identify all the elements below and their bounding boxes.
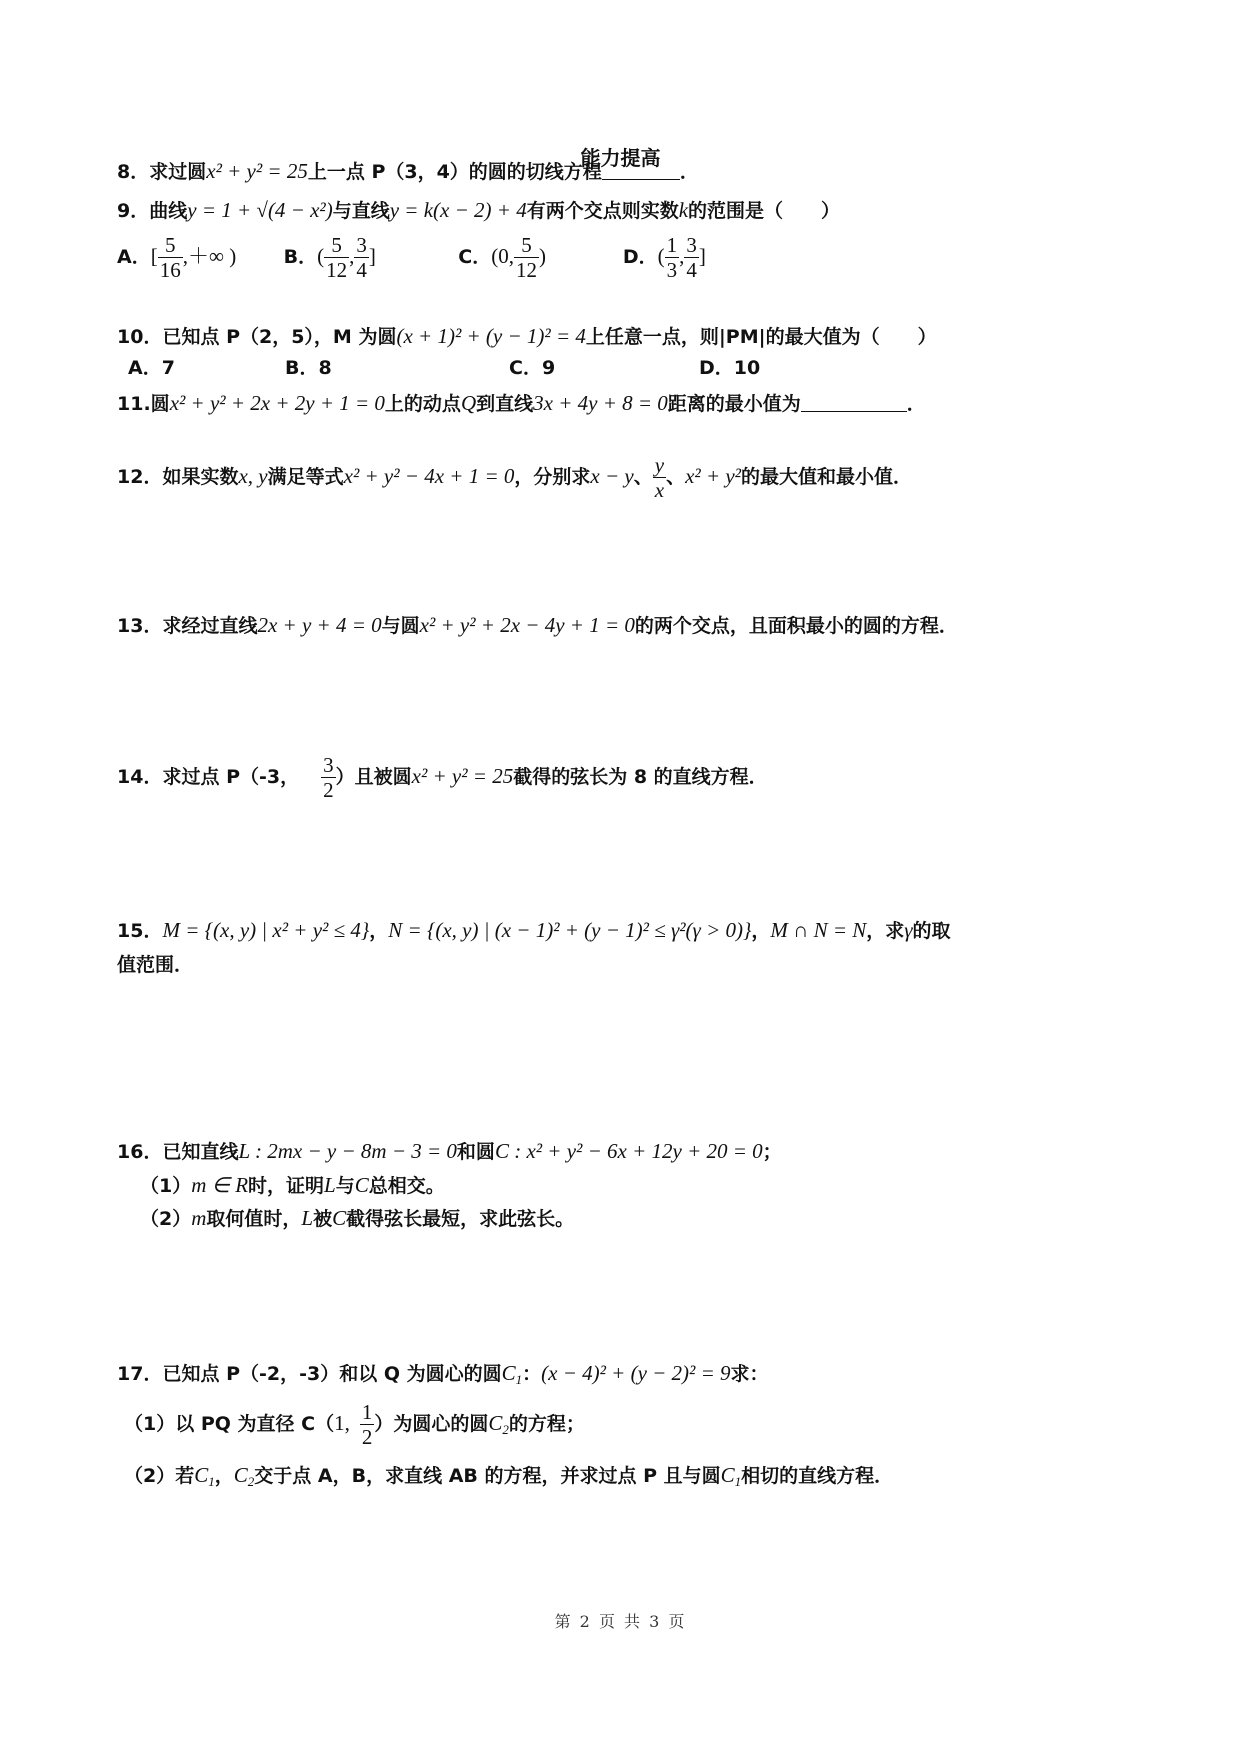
- problem-text: 已知点 P（-2，-3）和以 Q 为圆心的圆: [162, 1363, 502, 1385]
- problem-text: 相切的直线方程．: [741, 1465, 894, 1487]
- problem-number: 8．: [117, 161, 150, 183]
- option-b[interactable]: B．8: [285, 357, 332, 379]
- problem-text: 求经过直线: [162, 615, 258, 637]
- problem-text: 求过圆: [149, 161, 207, 183]
- symbol: C: [720, 1463, 735, 1487]
- denominator: x: [654, 478, 665, 502]
- problem-text: 上一点 P（3，4）的圆的切线方程: [307, 161, 602, 183]
- problem-number: 13．: [117, 615, 163, 637]
- denominator: 12: [326, 258, 348, 282]
- var-l: L: [301, 1206, 314, 1230]
- punctuation: ：: [522, 1363, 542, 1385]
- problem-text: 与: [335, 1175, 355, 1197]
- option-label: D．: [622, 246, 658, 268]
- problem-number: 14．: [117, 766, 163, 788]
- option-c[interactable]: [458, 232, 616, 282]
- problem-text: 取何值时，: [206, 1208, 302, 1230]
- problem-text: （2）若: [124, 1465, 195, 1487]
- problem-text: （1）以 PQ 为直径 C（: [124, 1413, 335, 1435]
- problem-text: 已知点 P（2，5），M 为圆: [162, 326, 397, 348]
- option-b[interactable]: B．( $\frac{5}{12}$ , $\frac{3}{4}$ ]: [283, 233, 376, 282]
- bracket: (: [657, 244, 665, 268]
- problem-text: 如果实数: [162, 466, 239, 488]
- bracket: (0,: [491, 244, 514, 268]
- problem-text: 和圆: [456, 1141, 495, 1163]
- var-c: C: [354, 1173, 369, 1197]
- fraction: [360, 1400, 375, 1449]
- problem-17-part-1: [124, 1395, 1151, 1458]
- option-a[interactable]: [117, 232, 277, 282]
- numerator: 5: [324, 233, 349, 258]
- problem-text: 求：: [730, 1363, 769, 1385]
- problem-text: 满足等式: [267, 466, 344, 488]
- problem-text: 的方程；: [508, 1413, 585, 1435]
- problem-text: 交于点 A，B，求直线 AB 的方程，并求过点 P 且与圆: [254, 1465, 721, 1487]
- fraction: [354, 233, 369, 282]
- circle-equation: x² + y² = 25: [411, 764, 514, 788]
- var-m: m: [191, 1206, 207, 1230]
- circle-c2: [488, 1411, 509, 1435]
- punctuation: ；: [762, 1141, 782, 1163]
- subscript: 2: [502, 1422, 509, 1437]
- problem-number: 12．: [117, 466, 163, 488]
- problem-text: 距离的最小值为: [667, 393, 801, 415]
- variables: x, y: [238, 464, 268, 488]
- problem-text: 的范围是（ ）: [688, 200, 841, 222]
- punctuation: ．: [679, 161, 699, 183]
- subscript: 1: [734, 1474, 742, 1489]
- problem-text: 已知直线: [162, 1141, 239, 1163]
- numerator: 5: [158, 233, 183, 258]
- problem-number: 10．: [117, 326, 163, 348]
- subscript: 2: [247, 1474, 255, 1489]
- problem-15: [117, 916, 1151, 945]
- problem-text: 的两个交点，且面积最小的圆的方程．: [634, 615, 958, 637]
- part-label: （1）: [140, 1175, 192, 1197]
- subscript: 1: [515, 1372, 523, 1387]
- fraction: [321, 753, 336, 802]
- problem-number: 16．: [117, 1141, 163, 1163]
- symbol: C: [488, 1411, 503, 1435]
- problem-text: 到直线: [476, 393, 534, 415]
- problem-text: 时，证明: [248, 1175, 325, 1197]
- var-c: C: [332, 1206, 347, 1230]
- problem-13: [117, 611, 1151, 640]
- subscript: 1: [208, 1474, 215, 1489]
- option-label: B．: [283, 246, 318, 268]
- problem-15-cont: [117, 951, 1151, 979]
- part-label: （2）: [140, 1208, 192, 1230]
- circle-c1: [194, 1463, 215, 1487]
- problem-text: ，求: [866, 920, 905, 942]
- numerator: 3: [323, 753, 334, 777]
- separator: 、: [666, 466, 686, 488]
- denominator: 4: [686, 258, 697, 282]
- problem-text: 求过点 P（-3，: [162, 766, 300, 788]
- denominator: 3: [666, 258, 678, 282]
- problem-text: 值范围．: [117, 954, 194, 976]
- option-d[interactable]: D．10: [699, 357, 761, 379]
- separator: 、: [633, 466, 653, 488]
- numerator: 3: [686, 233, 697, 257]
- point-q: Q: [460, 391, 477, 415]
- option-c[interactable]: C．9: [509, 357, 556, 379]
- numerator: 3: [356, 233, 367, 257]
- separator: ，: [214, 1465, 234, 1487]
- problem-9: [117, 196, 1151, 225]
- circle-equation: C : x² + y² − 6x + 12y + 20 = 0: [494, 1139, 763, 1163]
- separator: ，: [369, 920, 389, 942]
- problem-text: 圆: [150, 393, 170, 415]
- line-equation: L : 2mx − y − 8m − 3 = 0: [238, 1139, 457, 1163]
- circle-equation: x² + y² + 2x − 4y + 1 = 0: [419, 613, 635, 637]
- symbol: C: [501, 1361, 516, 1385]
- denominator: 2: [323, 778, 334, 802]
- circle-c2: [234, 1463, 255, 1487]
- problem-text: 的取: [912, 920, 951, 942]
- problem-11: [117, 389, 1151, 418]
- expression-sum-squares: x² + y²: [685, 464, 741, 488]
- problem-text: 上任意一点，则|PM|的最大值为（ ）: [585, 326, 937, 348]
- denominator: 16: [159, 258, 181, 282]
- problem-text: 的最大值和最小值．: [740, 466, 912, 488]
- symbol: C: [194, 1463, 209, 1487]
- line-equation: 3x + 4y + 8 = 0: [533, 391, 668, 415]
- bracket: ): [538, 244, 546, 268]
- option-d[interactable]: D．( $\frac{1}{3}$ , $\frac{3}{4}$ ]: [622, 233, 706, 282]
- fraction-y-over-x: [653, 453, 666, 502]
- denominator: 12: [515, 258, 537, 282]
- circle-equation: (x − 4)² + (y − 2)² = 9: [541, 1361, 731, 1385]
- circle-equation: x² + y² − 4x + 1 = 0: [343, 464, 515, 488]
- problem-16-part-2: [140, 1204, 1151, 1233]
- numerator: 5: [514, 233, 539, 258]
- variable-k: k: [678, 198, 689, 222]
- problem-8: [117, 157, 1151, 186]
- separator: ，: [751, 920, 771, 942]
- option-label: A．: [117, 246, 151, 268]
- problem-16: [117, 1137, 1151, 1166]
- answer-blank[interactable]: [602, 159, 680, 180]
- problem-text: ，分别求: [514, 466, 591, 488]
- circle-equation: (x + 1)² + (y − 1)² = 4: [396, 324, 586, 348]
- circle-c1: [721, 1463, 742, 1487]
- var-l: L: [324, 1173, 336, 1197]
- problem-text: 被: [313, 1208, 333, 1230]
- fraction: [684, 233, 699, 282]
- set-m: M = {(x, y) | x² + y² ≤ 4}: [162, 918, 370, 942]
- problem-16-part-1: [140, 1171, 1151, 1200]
- bracket: (: [317, 244, 325, 268]
- numerator: 1: [361, 1400, 373, 1424]
- problem-text: 与直线: [332, 200, 390, 222]
- problem-text: 有两个交点则实数: [526, 200, 679, 222]
- curve-equation: y = 1 + √(4 − x²): [187, 198, 333, 222]
- problem-number: 15．: [117, 920, 163, 942]
- answer-blank[interactable]: [801, 391, 907, 412]
- bracket: [: [150, 244, 158, 268]
- problem-text: ）且被圆: [335, 766, 412, 788]
- punctuation: ．: [906, 393, 926, 415]
- problem-17-part-2: [124, 1461, 1151, 1496]
- bracket: ]: [368, 244, 376, 268]
- problem-text: 与圆: [381, 615, 420, 637]
- problem-number: 9．: [117, 200, 150, 222]
- numerator: y: [654, 453, 665, 477]
- problem-text: 截得弦长最短，求此弦长。: [346, 1208, 575, 1230]
- gamma: γ: [904, 918, 913, 942]
- fraction: [665, 233, 680, 282]
- circle-equation: x² + y² + 2x + 2y + 1 = 0: [169, 391, 385, 415]
- problem-10: [117, 322, 1151, 351]
- symbol: C: [233, 1463, 248, 1487]
- problem-text: 上的动点: [384, 393, 461, 415]
- set-condition: M ∩ N = N: [770, 918, 867, 942]
- fraction: [158, 233, 183, 282]
- option-rest: ,＋∞ ): [182, 244, 237, 268]
- section-heading: 能力提高: [580, 146, 661, 170]
- option-a[interactable]: A．7: [128, 357, 175, 379]
- problem-text: 截得的弦长为 8 的直线方程．: [513, 766, 768, 788]
- fraction: [324, 233, 349, 282]
- denominator: 2: [361, 1425, 373, 1449]
- numerator: 1: [666, 233, 678, 257]
- problem-text: 曲线: [149, 200, 188, 222]
- set-n: N = {(x, y) | (x − 1)² + (y − 1)² ≤ γ²(γ > 0)}: [388, 918, 752, 942]
- bracket: ]: [698, 244, 706, 268]
- circle-c1: [502, 1361, 523, 1385]
- problem-17: [117, 1359, 1151, 1394]
- line-equation: y = k(x − 2) + 4: [389, 198, 527, 222]
- problem-14: [117, 748, 1151, 805]
- line-equation: 2x + y + 4 = 0: [257, 613, 382, 637]
- problem-number: 17．: [117, 1363, 163, 1385]
- problem-10-options: [128, 354, 1151, 382]
- center-x: 1,: [334, 1411, 350, 1435]
- expression-difference: x − y: [590, 464, 634, 488]
- option-label: C．: [458, 246, 492, 268]
- problem-text: ）为圆心的圆: [374, 1413, 489, 1435]
- problem-number: 11.: [117, 393, 151, 415]
- condition: m ∈ R: [191, 1173, 249, 1197]
- problem-9-options: [117, 232, 1151, 282]
- page-footer: 第 2 页 共 3 页: [554, 1612, 687, 1631]
- circle-equation: x² + y² = 25: [206, 159, 308, 183]
- problem-text: 总相交。: [368, 1175, 445, 1197]
- problem-12: [117, 452, 1151, 502]
- fraction: [514, 233, 539, 282]
- denominator: 4: [356, 258, 367, 282]
